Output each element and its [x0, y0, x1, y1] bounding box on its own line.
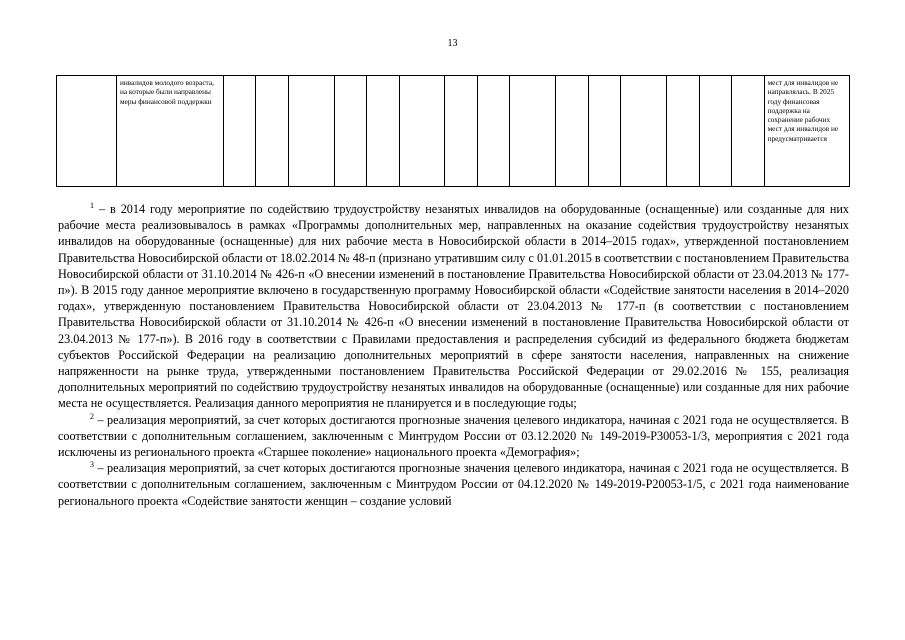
footnote-paragraph [58, 201, 849, 412]
table-cell [477, 76, 510, 187]
footnotes [58, 201, 849, 509]
table-cell [57, 76, 117, 187]
table-cell [223, 76, 256, 187]
page-number: 13 [447, 38, 458, 49]
footnote-marker: 3 [90, 460, 94, 470]
table-cell [556, 76, 589, 187]
footnote-text: – реализация мероприятий, за счет которых достигаются прогнозные значения целевого индикатора, начиная с 2021 года не осуществляется. В соответствии с дополнительным соглашением, заключенным с Минтрудом России от 03.12.2020 № 149-2019-Р30053-1/3, мероприятия с 2021 года исключены из регионального проекта «Старшее поколение» национального проекта «Демография»; [58, 412, 849, 460]
table-cell [510, 76, 556, 187]
footnote-paragraph [58, 412, 849, 461]
table-cell [588, 76, 621, 187]
footnote-text: – в 2014 году мероприятие по содействию трудоустройству незанятых инвалидов на оборудованные (оснащенные) или созданные для них рабочие места реализовывалось в рамках «Программы дополнительных мер, направленных на оказание содействия трудоустройству незанятых инвалидов на оборудованные (оснащенные) для них рабочие места в Новосибирской области в 2014–2015 годах», утвержденной постановлением Правительства Новосибирской области от 18.02.2014 № 48-п (признано утратившим силу с 01.01.2015 в соответствии с постановлением Правительства Новосибирской области от 31.10.2014 № 426-п «О внесении изменений в постановление Правительства Новосибирской области от 23.04.2013 № 177-п»). В 2015 году данное мероприятие включено в государственную программу Новосибирской области «Содействие занятости населения в 2014–2020 годах», утвержденную постановлением Правительства Новосибирской области от 23.04.2013 № 177-п (в соответствии с постановлением Правительства Новосибирской области от 31.10.2014 № 426-п «О внесении изменений в постановление Правительства Новосибирской области от 23.04.2013 № 177-п»). В 2016 году в соответствии с Правилами предоставления и распределения субсидий из федерального бюджета бюджетам субъектов Российской Федерации на реализацию дополнительных мероприятий в сфере занятости населения, направленных на снижение напряженности на рынке труда, утвержденными постановлением Правительства Российской Федерации от 29.02.2016 № 155, реализация дополнительных мероприятий по содействию трудоустройству незанятых инвалидов на оборудованные (оснащенные) или созданные для них рабочие места не осуществляется. Реализация данного мероприятия не планируется и в последующие годы; [58, 202, 849, 411]
table-cell [621, 76, 667, 187]
table-row [57, 76, 850, 187]
table-cell-note: мест для инвалидов не направлялась. В 2025 году финансовая поддержка на сохранение рабочих мест для инвалидов не предусматривается [764, 76, 849, 187]
table-cell [288, 76, 334, 187]
footnote-paragraph [58, 460, 849, 509]
table-cell [334, 76, 367, 187]
table-cell [666, 76, 699, 187]
table-cell [732, 76, 765, 187]
footnote-marker: 1 [90, 200, 94, 210]
table-cell [399, 76, 445, 187]
indicator-table [56, 75, 850, 187]
footnote-text: – реализация мероприятий, за счет которых достигаются прогнозные значения целевого индикатора, начиная с 2021 года не осуществляется. В соответствии с дополнительным соглашением, заключенным с Минтрудом России от 04.12.2020 № 149-2019-Р20053-1/5, с 2021 года наименование регионального проекта «Содействие занятости женщин – создание условий [58, 461, 849, 508]
table-cell-indicator: инвалидов молодого возраста, на которые были направлены меры финансовой поддержки [116, 76, 223, 187]
table-cell [699, 76, 732, 187]
table-cell [445, 76, 478, 187]
table-cell [256, 76, 289, 187]
footnote-marker: 2 [90, 411, 94, 421]
table-cell [367, 76, 400, 187]
